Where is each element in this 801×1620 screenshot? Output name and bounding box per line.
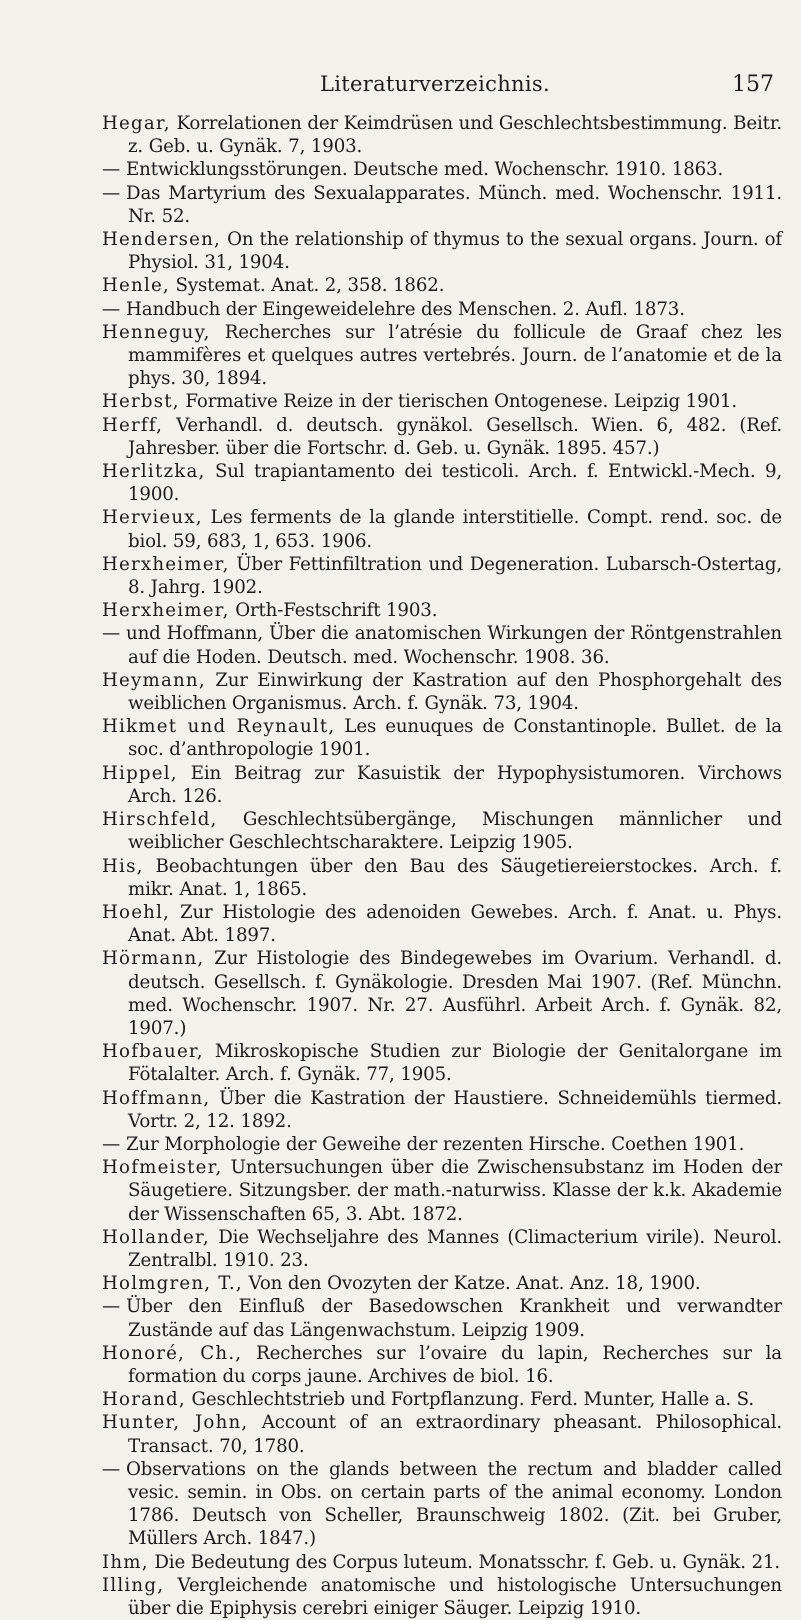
reference-text: Über die Kastration der Haustiere. Schneidemühls tiermed. Vortr. 2, 12. 1892. bbox=[128, 1087, 782, 1132]
reference-text: Vergleichende anatomische und histologische Untersuchungen über die Epiphysis cerebri einiger Säuger. Leipzig 1910. bbox=[128, 1574, 782, 1619]
reference-entry bbox=[102, 901, 782, 947]
reference-entry bbox=[102, 1272, 782, 1295]
reference-entry bbox=[102, 1295, 782, 1341]
reference-author: Herxheimer, bbox=[102, 553, 230, 575]
reference-text: Die Wechseljahre des Mannes (Climacterium virile). Neurol. Zentralbl. 1910. 23. bbox=[128, 1226, 782, 1271]
reference-entry bbox=[102, 1342, 782, 1388]
reference-text: Über Fettinfiltration und Degeneration. Lubarsch-Ostertag, 8. Jahrg. 1902. bbox=[128, 553, 782, 599]
reference-author: Herxheimer, bbox=[102, 600, 230, 622]
reference-entry bbox=[102, 460, 782, 506]
reference-text: On the relationship of thymus to the sexual organs. Journ. of Physiol. 31, 1904. bbox=[128, 229, 782, 274]
reference-text: Recherches sur l’ovaire du lapin, Recherches sur la formation du corps jaune. Archives de biol. 16. bbox=[128, 1342, 783, 1387]
reference-entry bbox=[102, 622, 782, 668]
reference-entry bbox=[102, 1411, 782, 1457]
ditto-dash: — bbox=[102, 1458, 121, 1480]
reference-author: Hendersen, bbox=[102, 229, 222, 251]
reference-entry bbox=[102, 1574, 782, 1620]
reference-entry bbox=[102, 158, 782, 181]
reference-entry bbox=[102, 947, 782, 1040]
reference-text: Observations on the glands between the rectum and bladder called vesic. semin. in Obs. on certain parts of the animal economy. London 1786. Deutsch von Scheller, Braunschweig 1802. (Zit. bei Gruber, Müllers Arch. 1847.) bbox=[126, 1458, 782, 1550]
reference-text: Zur Histologie des Bindegewebes im Ovarium. Verhandl. d. deutsch. Gesellsch. f. Gynäkologie. Dresden Mai 1907. (Ref. Münchn. med. Wochenschr. 1907. Nr. 27. Ausführl. Arbeit Arch. f. Gynäk. 82, 1907.) bbox=[128, 948, 782, 1039]
reference-author: Hirschfeld, bbox=[102, 809, 218, 831]
reference-author: Hoehl, bbox=[102, 901, 171, 923]
reference-text: Untersuchungen über die Zwischensubstanz im Hoden der Säugetiere. Sitzungsber. der math.-naturwiss. Klasse der k.k. Akademie der Wissenschaften 65, 3. Abt. 1872. bbox=[128, 1157, 782, 1225]
reference-author: His, bbox=[102, 855, 144, 877]
reference-text: Systemat. Anat. 2, 358. 1862. bbox=[169, 275, 445, 297]
reference-text: Formative Reize in der tierischen Ontogenese. Leipzig 1901. bbox=[179, 391, 737, 413]
ditto-dash: — bbox=[102, 298, 121, 320]
ditto-dash: — bbox=[102, 1296, 121, 1318]
reference-entry bbox=[102, 414, 782, 460]
reference-entry bbox=[102, 228, 782, 274]
reference-entry bbox=[102, 1388, 782, 1411]
reference-text: Recherches sur l’atrésie du follicule de Graaf chez les mammifères et quelques autres vertebrés. Journ. de l’anatomie et de la phys. 30, 1894. bbox=[128, 321, 782, 390]
reference-text: Das Martyrium des Sexualapparates. Münch. med. Wochenschr. 1911. Nr. 52. bbox=[126, 182, 782, 227]
reference-text: Verhandl. d. deutsch. gynäkol. Gesellsch. Wien. 6, 482. (Ref. Jahresber. über die Fortschr. d. Geb. u. Gynäk. 1895. 457.) bbox=[128, 414, 782, 459]
running-title: Literaturverzeichnis. bbox=[320, 72, 550, 96]
reference-text: Orth-Festschrift 1903. bbox=[229, 600, 438, 622]
reference-text: Les eunuques de Constantinople. Bullet. de la soc. d’anthropologie 1901. bbox=[128, 716, 782, 761]
reference-author: Honoré, Ch., bbox=[102, 1342, 243, 1364]
reference-author: Hofmeister, bbox=[102, 1157, 223, 1179]
reference-author: Hollander, bbox=[102, 1226, 210, 1248]
ditto-dash: — bbox=[102, 623, 121, 645]
reference-text: Ein Beitrag zur Kasuistik der Hypophysistumoren. Virchows Arch. 126. bbox=[128, 762, 782, 807]
reference-author: Hoffmann, bbox=[102, 1087, 211, 1109]
reference-author: Hörmann, bbox=[102, 948, 205, 970]
reference-text: Zur Histologie des adenoiden Gewebes. Arch. f. Anat. u. Phys. Anat. Abt. 1897. bbox=[128, 901, 782, 947]
reference-author: Hunter, John, bbox=[102, 1412, 249, 1434]
reference-text: Zur Einwirkung der Kastration auf den Phosphorgehalt des weiblichen Organismus. Arch. f. Gynäk. 73, 1904. bbox=[128, 669, 782, 715]
reference-author: Illing, bbox=[102, 1574, 165, 1596]
reference-author: Hippel, bbox=[102, 762, 178, 784]
reference-entry bbox=[102, 855, 782, 901]
reference-entry bbox=[102, 1551, 782, 1574]
ditto-dash: — bbox=[102, 1133, 121, 1155]
reference-author: Heymann, bbox=[102, 669, 206, 691]
page-number: 157 bbox=[732, 72, 774, 97]
ditto-dash: — bbox=[102, 159, 121, 181]
reference-entry bbox=[102, 1226, 782, 1272]
ditto-dash: — bbox=[102, 182, 121, 204]
reference-entry bbox=[102, 390, 782, 413]
reference-author: Ihm, bbox=[102, 1551, 149, 1573]
reference-text: Korrelationen der Keimdrüsen und Geschlechtsbestimmung. Beitr. z. Geb. u. Gynäk. 7, 1903. bbox=[128, 113, 782, 158]
reference-text: und Hoffmann, Über die anatomischen Wirkungen der Röntgenstrahlen auf die Hoden. Deutsch. med. Wochenschr. 1908. 36. bbox=[126, 623, 782, 668]
reference-entry bbox=[102, 808, 782, 854]
reference-text: Mikroskopische Studien zur Biologie der Genitalorgane im Fötalalter. Arch. f. Gynäk. 77, 1905. bbox=[128, 1041, 782, 1086]
reference-text: Sul trapiantamento dei testicoli. Arch. f. Entwickl.-Mech. 9, 1900. bbox=[128, 461, 782, 506]
reference-entry bbox=[102, 274, 782, 297]
reference-author: Hegar, bbox=[102, 113, 171, 134]
reference-author: Hikmet und Reynault, bbox=[102, 716, 336, 738]
reference-entry bbox=[102, 715, 782, 761]
reference-author: Henneguy, bbox=[102, 321, 211, 343]
reference-entry bbox=[102, 553, 782, 599]
reference-text: Handbuch der Eingeweidelehre des Menschen. 2. Aufl. 1873. bbox=[126, 298, 685, 320]
reference-text: Entwicklungsstörungen. Deutsche med. Wochenschr. 1910. 1863. bbox=[126, 159, 724, 181]
reference-text: Von den Ovozyten der Katze. Anat. Anz. 18, 1900. bbox=[242, 1273, 701, 1295]
reference-text: Les ferments de la glande interstitielle. Compt. rend. soc. de biol. 59, 683, 1, 653. 1906. bbox=[128, 507, 782, 552]
reference-text: Zur Morphologie der Geweihe der rezenten Hirsche. Coethen 1901. bbox=[126, 1133, 745, 1155]
reference-entry bbox=[102, 1156, 782, 1226]
reference-entry bbox=[102, 762, 782, 808]
reference-author: Herlitzka, bbox=[102, 461, 206, 483]
reference-text: Geschlechtstrieb und Fortpflanzung. Ferd. Munter, Halle a. S. bbox=[185, 1389, 754, 1411]
reference-entry bbox=[102, 599, 782, 622]
running-head bbox=[96, 72, 774, 98]
reference-author: Holmgren, T., bbox=[102, 1273, 243, 1295]
reference-entry bbox=[102, 182, 782, 228]
reference-author: Herff, bbox=[102, 414, 164, 436]
reference-author: Herbst, bbox=[102, 391, 180, 413]
reference-entry bbox=[102, 669, 782, 715]
reference-entry bbox=[102, 112, 782, 158]
reference-author: Horand, bbox=[102, 1389, 186, 1411]
reference-entry bbox=[102, 1040, 782, 1086]
reference-entry bbox=[102, 298, 782, 321]
reference-text: Die Bedeutung des Corpus luteum. Monatsschr. f. Geb. u. Gynäk. 21. bbox=[148, 1551, 781, 1573]
reference-text: Über den Einfluß der Basedowschen Krankheit und verwandter Zustände auf das Längenwachstum. Leipzig 1909. bbox=[126, 1296, 782, 1341]
reference-author: Hervieux, bbox=[102, 507, 203, 529]
reference-author: Hofbauer, bbox=[102, 1041, 204, 1063]
reference-author: Henle, bbox=[102, 275, 170, 297]
reference-entry bbox=[102, 1087, 782, 1133]
reference-entry bbox=[102, 1133, 782, 1156]
reference-list bbox=[102, 112, 782, 1620]
reference-entry bbox=[102, 1458, 782, 1551]
reference-text: Geschlechtsübergänge, Mischungen männlicher und weiblicher Geschlechtscharaktere. Leipzig 1905. bbox=[128, 809, 782, 854]
reference-text: Account of an extraordinary pheasant. Philosophical. Transact. 70, 1780. bbox=[128, 1412, 782, 1457]
reference-entry bbox=[102, 506, 782, 552]
reference-text: Beobachtungen über den Bau des Säugetiereierstockes. Arch. f. mikr. Anat. 1, 1865. bbox=[128, 855, 782, 900]
reference-entry bbox=[102, 321, 782, 391]
